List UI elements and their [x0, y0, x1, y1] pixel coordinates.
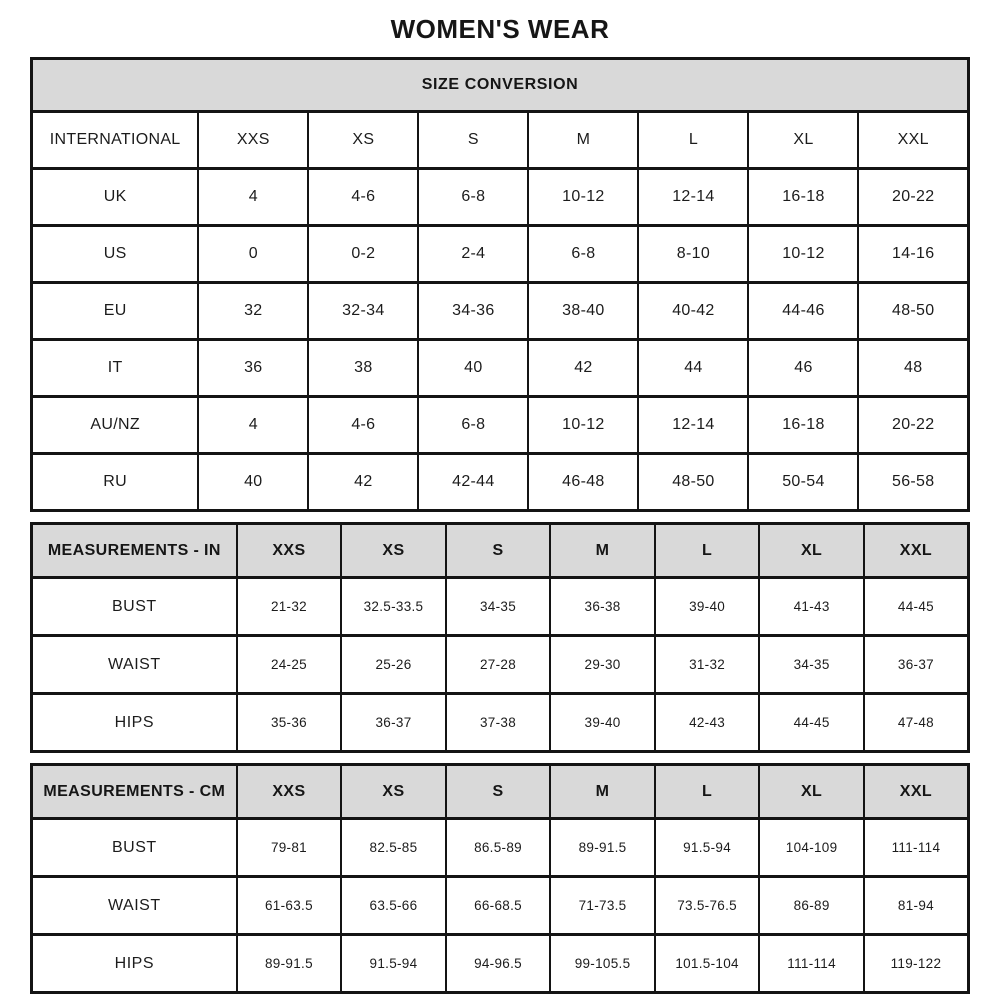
row-label-uk: UK: [32, 169, 199, 226]
value-cell: 31-32: [655, 636, 760, 694]
column-header-l: L: [638, 112, 748, 169]
column-header-xs: XS: [341, 524, 446, 578]
value-cell: 10-12: [748, 226, 858, 283]
value-cell: 8-10: [638, 226, 748, 283]
value-cell: 0-2: [308, 226, 418, 283]
column-header-s: S: [446, 524, 551, 578]
row-label-ru: RU: [32, 454, 199, 511]
column-header-l: L: [655, 524, 760, 578]
column-header-s: S: [418, 112, 528, 169]
value-cell: 36-37: [864, 636, 969, 694]
measurements-in-title: MEASUREMENTS - IN: [32, 524, 237, 578]
value-cell: 6-8: [528, 226, 638, 283]
value-cell: 0: [198, 226, 308, 283]
value-cell: 56-58: [858, 454, 968, 511]
table-row-bust-cm: [32, 819, 969, 877]
value-cell: 29-30: [550, 636, 655, 694]
measurements-in-table: [30, 522, 970, 753]
value-cell: 42-44: [418, 454, 528, 511]
column-header-xxs: XXS: [237, 524, 342, 578]
column-header-l: L: [655, 765, 760, 819]
value-cell: 34-35: [759, 636, 864, 694]
value-cell: 50-54: [748, 454, 858, 511]
value-cell: 12-14: [638, 397, 748, 454]
size-conversion-table: [30, 57, 970, 512]
column-header-xxl: XXL: [864, 524, 969, 578]
row-label-hips: HIPS: [32, 935, 237, 993]
value-cell: 63.5-66: [341, 877, 446, 935]
value-cell: 86.5-89: [446, 819, 551, 877]
value-cell: 81-94: [864, 877, 969, 935]
page-title: WOMEN'S WEAR: [390, 14, 610, 44]
column-header-m: M: [550, 765, 655, 819]
value-cell: 4-6: [308, 397, 418, 454]
row-label-waist: WAIST: [32, 636, 237, 694]
value-cell: 89-91.5: [550, 819, 655, 877]
value-cell: 42: [308, 454, 418, 511]
value-cell: 27-28: [446, 636, 551, 694]
table-row-hips-cm: [32, 935, 969, 993]
column-header-m: M: [528, 112, 638, 169]
measurements-cm-title: MEASUREMENTS - CM: [32, 765, 237, 819]
row-label-eu: EU: [32, 283, 199, 340]
column-header-xxs: XXS: [237, 765, 342, 819]
value-cell: 79-81: [237, 819, 342, 877]
value-cell: 73.5-76.5: [655, 877, 760, 935]
column-header-xl: XL: [759, 765, 864, 819]
table-row-us: [32, 226, 969, 283]
value-cell: 2-4: [418, 226, 528, 283]
value-cell: 34-36: [418, 283, 528, 340]
table-row-ru: [32, 454, 969, 511]
row-label-aunz: AU/NZ: [32, 397, 199, 454]
size-conversion-title: SIZE CONVERSION: [32, 59, 969, 112]
value-cell: 40-42: [638, 283, 748, 340]
value-cell: 12-14: [638, 169, 748, 226]
column-header-xl: XL: [748, 112, 858, 169]
value-cell: 40: [198, 454, 308, 511]
value-cell: 44: [638, 340, 748, 397]
value-cell: 6-8: [418, 397, 528, 454]
row-label-bust: BUST: [32, 578, 237, 636]
value-cell: 86-89: [759, 877, 864, 935]
value-cell: 44-45: [864, 578, 969, 636]
value-cell: 48: [858, 340, 968, 397]
value-cell: 37-38: [446, 694, 551, 752]
value-cell: 10-12: [528, 397, 638, 454]
chart-container: [0, 45, 1000, 994]
value-cell: 41-43: [759, 578, 864, 636]
column-header-xl: XL: [759, 524, 864, 578]
column-header-xxl: XXL: [864, 765, 969, 819]
row-label-waist: WAIST: [32, 877, 237, 935]
table-row-waist-in: [32, 636, 969, 694]
value-cell: 71-73.5: [550, 877, 655, 935]
row-label-hips: HIPS: [32, 694, 237, 752]
value-cell: 119-122: [864, 935, 969, 993]
measurements-cm-header-row: [32, 765, 969, 819]
value-cell: 91.5-94: [655, 819, 760, 877]
value-cell: 111-114: [759, 935, 864, 993]
value-cell: 46: [748, 340, 858, 397]
column-header-international: INTERNATIONAL: [32, 112, 199, 169]
value-cell: 32: [198, 283, 308, 340]
table-row-aunz: [32, 397, 969, 454]
value-cell: 36-38: [550, 578, 655, 636]
value-cell: 16-18: [748, 397, 858, 454]
table-row-hips-in: [32, 694, 969, 752]
value-cell: 66-68.5: [446, 877, 551, 935]
table-row-eu: [32, 283, 969, 340]
value-cell: 61-63.5: [237, 877, 342, 935]
value-cell: 104-109: [759, 819, 864, 877]
column-header-xs: XS: [341, 765, 446, 819]
table-row-it: [32, 340, 969, 397]
value-cell: 101.5-104: [655, 935, 760, 993]
value-cell: 36-37: [341, 694, 446, 752]
value-cell: 16-18: [748, 169, 858, 226]
value-cell: 94-96.5: [446, 935, 551, 993]
column-header-xs: XS: [308, 112, 418, 169]
value-cell: 36: [198, 340, 308, 397]
value-cell: 10-12: [528, 169, 638, 226]
value-cell: 25-26: [341, 636, 446, 694]
row-label-us: US: [32, 226, 199, 283]
value-cell: 32.5-33.5: [341, 578, 446, 636]
value-cell: 32-34: [308, 283, 418, 340]
value-cell: 20-22: [858, 169, 968, 226]
value-cell: 4: [198, 169, 308, 226]
value-cell: 4-6: [308, 169, 418, 226]
value-cell: 24-25: [237, 636, 342, 694]
table-row-bust-in: [32, 578, 969, 636]
column-header-m: M: [550, 524, 655, 578]
column-header-xxl: XXL: [858, 112, 968, 169]
row-label-bust: BUST: [32, 819, 237, 877]
value-cell: 34-35: [446, 578, 551, 636]
value-cell: 20-22: [858, 397, 968, 454]
value-cell: 111-114: [864, 819, 969, 877]
value-cell: 6-8: [418, 169, 528, 226]
value-cell: 89-91.5: [237, 935, 342, 993]
value-cell: 39-40: [655, 578, 760, 636]
value-cell: 21-32: [237, 578, 342, 636]
value-cell: 14-16: [858, 226, 968, 283]
size-conversion-header-row: [32, 59, 969, 112]
value-cell: 39-40: [550, 694, 655, 752]
value-cell: 44-45: [759, 694, 864, 752]
value-cell: 48-50: [858, 283, 968, 340]
size-conversion-columns-row: [32, 112, 969, 169]
value-cell: 38: [308, 340, 418, 397]
measurements-cm-table: [30, 763, 970, 994]
value-cell: 99-105.5: [550, 935, 655, 993]
value-cell: 4: [198, 397, 308, 454]
table-row-uk: [32, 169, 969, 226]
value-cell: 47-48: [864, 694, 969, 752]
value-cell: 48-50: [638, 454, 748, 511]
value-cell: 46-48: [528, 454, 638, 511]
column-header-xxs: XXS: [198, 112, 308, 169]
row-label-it: IT: [32, 340, 199, 397]
column-header-s: S: [446, 765, 551, 819]
value-cell: 42: [528, 340, 638, 397]
table-row-waist-cm: [32, 877, 969, 935]
value-cell: 40: [418, 340, 528, 397]
value-cell: 44-46: [748, 283, 858, 340]
value-cell: 82.5-85: [341, 819, 446, 877]
value-cell: 38-40: [528, 283, 638, 340]
value-cell: 91.5-94: [341, 935, 446, 993]
value-cell: 42-43: [655, 694, 760, 752]
measurements-in-header-row: [32, 524, 969, 578]
value-cell: 35-36: [237, 694, 342, 752]
